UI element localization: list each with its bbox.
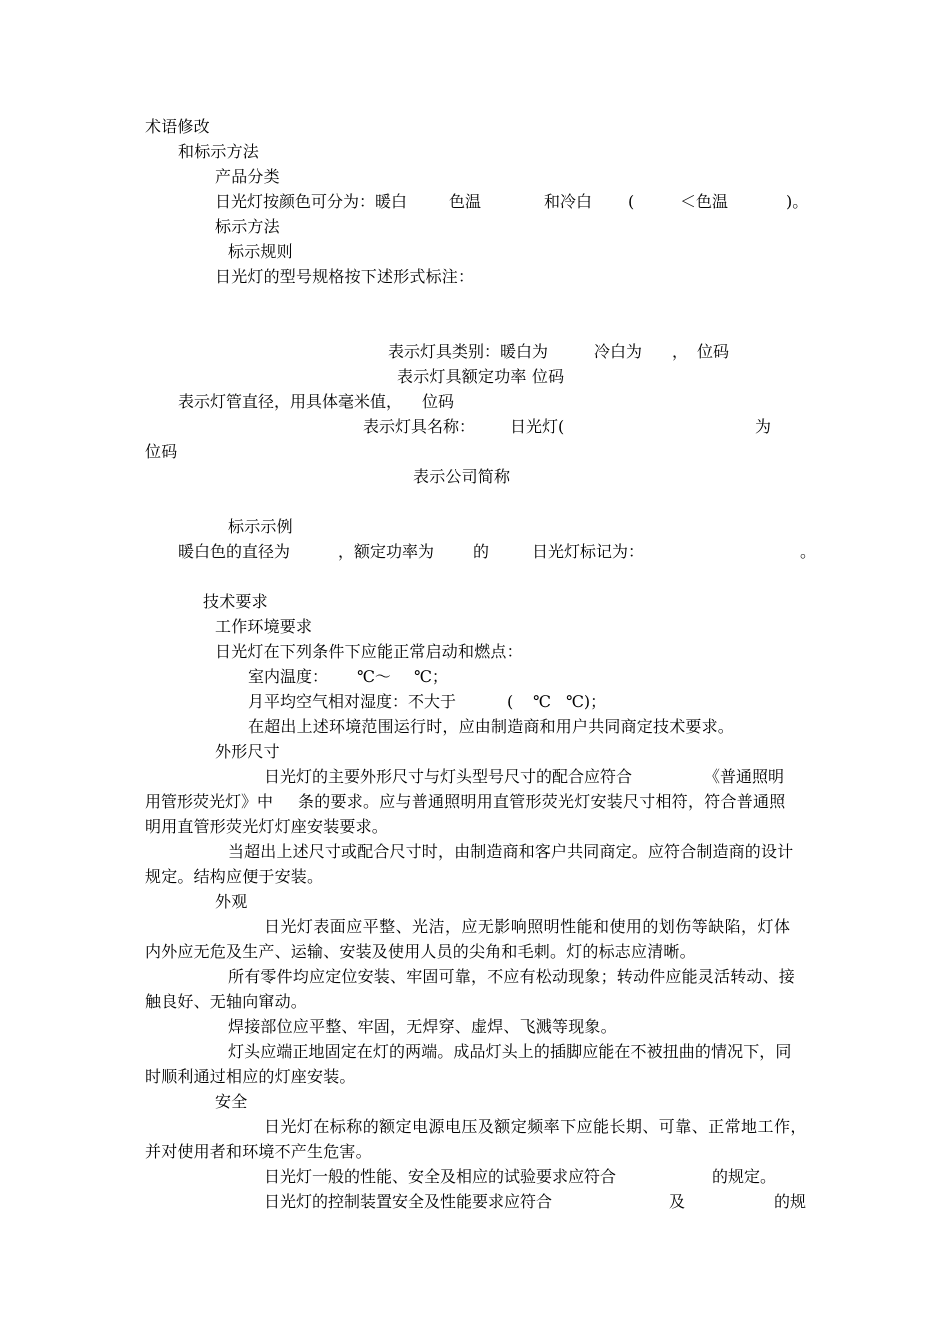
appearance-line-3: 所有零件均应定位安装、牢固可靠，不应有松动现象；转动件应能灵活转动、接 [228,967,796,986]
section-heading-terms: 术语修改 [145,117,210,136]
appearance-line-1: 日光灯表面应平整、光洁，应无影响照明性能和使用的划伤等缺陷，灯体 [264,917,791,936]
digit-code-line: 位码 [145,442,178,461]
section-heading-technical-requirements: 技术要求 [203,592,268,611]
subheading-work-environment: 工作环境要求 [215,617,313,636]
company-abbr-line: 表示公司简称 [413,467,511,486]
section-heading-marking: 和标示方法 [178,142,260,161]
startup-conditions-line: 日光灯在下列条件下应能正常启动和燃点： [215,642,523,661]
subheading-appearance: 外观 [215,892,248,911]
subheading-classification: 产品分类 [215,167,280,186]
appearance-line-2: 内外应无危及生产、运输、安装及使用人员的尖角和毛刺。灯的标志应清晰。 [145,942,696,961]
dimensions-line-5: 规定。结构应便于安装。 [145,867,324,886]
appearance-line-5: 焊接部位应平整、牢固，无焊穿、虚焊、飞溅等现象。 [228,1017,617,1036]
appearance-line-6: 灯头应端正地固定在灯的两端。成品灯头上的插脚应能在不被扭曲的情况下，同 [228,1042,792,1061]
subheading-marking-rules: 标示规则 [228,242,293,261]
dimensions-line-3: 明用直管形荧光灯灯座安装要求。 [145,817,389,836]
model-format-intro: 日光灯的型号规格按下述形式标注： [215,267,475,286]
safety-line-1: 日光灯在标称的额定电源电压及额定频率下应能长期、可靠、正常地工作， [264,1117,807,1136]
subheading-marking-method: 标示方法 [215,217,280,236]
dimensions-line-4: 当超出上述尺寸或配合尺寸时，由制造商和客户共同商定。应符合制造商的设计 [228,842,794,861]
subheading-dimensions: 外形尺寸 [215,742,280,761]
out-of-range-line: 在超出上述环境范围运行时，应由制造商和用户共同商定技术要求。 [248,717,735,736]
appearance-line-4: 触良好、无轴向窜动。 [145,992,308,1011]
subheading-marking-example: 标示示例 [228,517,293,536]
appearance-line-7: 时顺利通过相应的灯座安装。 [145,1067,356,1086]
document-page: 术语修改 和标示方法 产品分类 日光灯按颜色可分为：暖白 色温 和冷白 ( ＜色温 )。 标示方法 标示规则 日光灯的型号规格按下述形式标注： 表示灯具类别：暖白为 冷白为 ， 位码 表示灯具额定功率 位码 表示灯管直径，用具体毫米值， 位码 表示灯具名称： 日光灯( 为 位码 表示公司简称 标示示例 暖白色的直径为 ，额定功率为 的 日光灯标记为： 。 技术要求 工作环境要求 日光灯在下列条件下应能正常启动和燃点： 室内温度： ℃～ ℃； 月平均空气相对湿度：不大于 ( ℃ ℃)； 在超出上述环境范围运行时，应由制造商和用户共同商定技术要求。 外形尺寸 日光灯的主要外形尺寸与灯头型号尺寸的配合应符合 《普通照明 用管形荧光灯》中 条的要求。应与普通照明用直管形荧光灯安装尺寸相符，符合普通照 明用直管形荧光灯灯座安装要求。 当超出上述尺寸或配合尺寸时，由制造商和客户共同商定。应符合制造商的设计 规定。结构应便于安装。 外观 日光灯表面应平整、光洁，应无影响照明性能和使用的划伤等缺陷，灯体 内外应无危及生产、运输、安装及使用人员的尖角和毛刺。灯的标志应清晰。 所有零件均应定位安装、牢固可靠，不应有松动现象；转动件应能灵活转动、接 触良好、无轴向窜动。 焊接部位应平整、牢固，无焊穿、虚焊、飞溅等现象。 灯头应端正地固定在灯的两端。成品灯头上的插脚应能在不被扭曲的情况下，同 时顺利通过相应的灯座安装。 安全 日光灯在标称的额定电源电压及额定频率下应能长期、可靠、正常地工作， 并对使用者和环境不产生危害。 日光灯一般的性能、安全及相应的试验要求应符合 的规定。 日光灯的控制装置安全及性能要求应符合 及 的规 [145,117,817,1211]
rated-power-line: 表示灯具额定功率 位码 [397,367,565,386]
subheading-safety: 安全 [215,1092,248,1111]
safety-line-2: 并对使用者和环境不产生危害。 [145,1142,372,1161]
